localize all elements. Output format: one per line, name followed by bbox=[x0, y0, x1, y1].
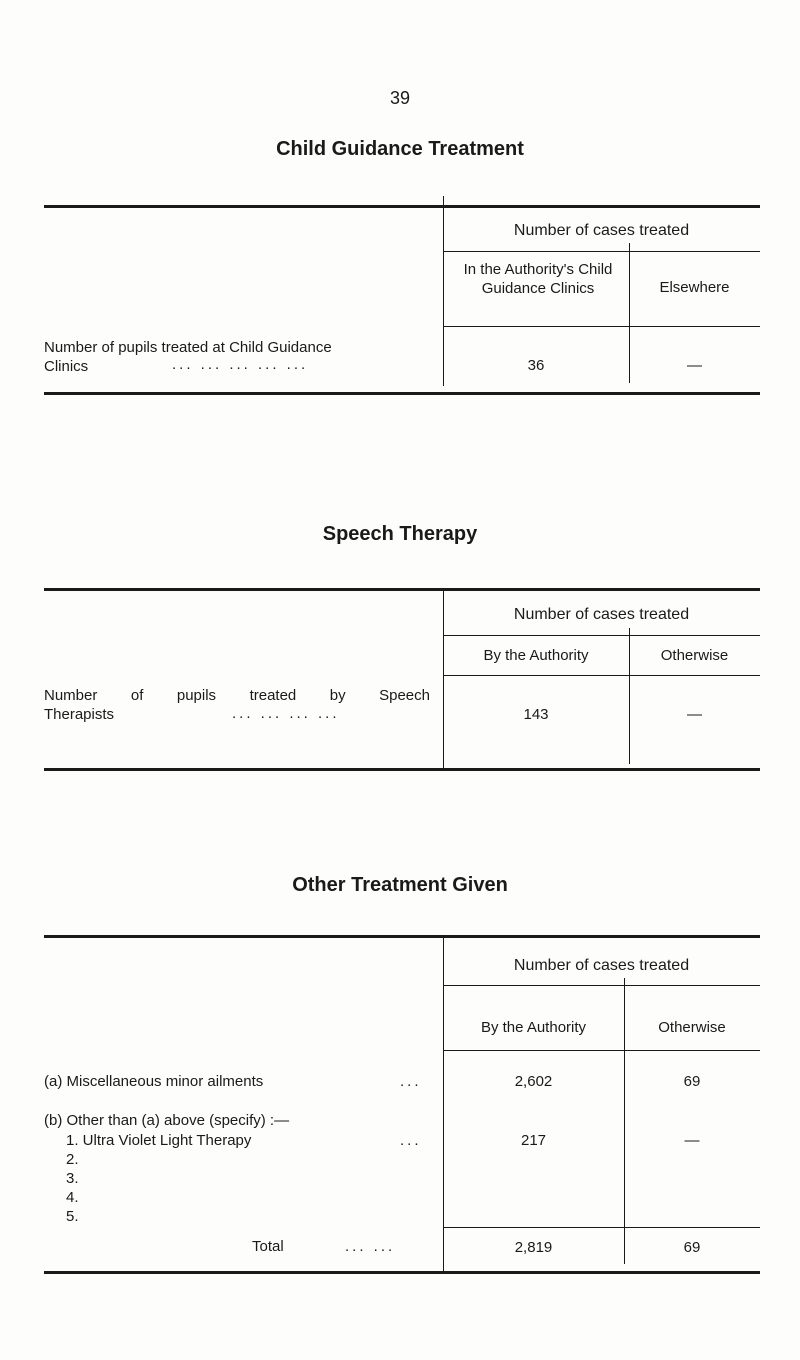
list-item: 5. bbox=[66, 1208, 79, 1225]
header-rule bbox=[443, 985, 760, 986]
cell-value: — bbox=[684, 1132, 700, 1149]
list-item: 3. bbox=[66, 1170, 79, 1187]
section-title-other-treatment: Other Treatment Given bbox=[292, 874, 508, 896]
leader-dots: ... ... bbox=[345, 1238, 396, 1255]
cell-value: 69 bbox=[683, 1073, 701, 1090]
section-title-child-guidance: Child Guidance Treatment bbox=[276, 138, 524, 160]
table-bottom-rule bbox=[44, 768, 760, 771]
col-header-authority-clinics: In the Authority's Child Guidance Clinics bbox=[463, 261, 613, 297]
table-top-rule bbox=[44, 935, 760, 938]
col-header-by-authority: By the Authority bbox=[483, 647, 589, 664]
table-top-rule bbox=[44, 588, 760, 591]
leader-dots: ... bbox=[400, 1073, 422, 1090]
page-number: 39 bbox=[389, 88, 411, 108]
row-label-misc-ailments: (a) Miscellaneous minor ailments bbox=[44, 1073, 264, 1090]
group-header: Number of cases treated bbox=[513, 957, 690, 974]
leader-dots: ... ... ... ... bbox=[232, 705, 340, 722]
header-rule bbox=[443, 1050, 760, 1051]
list-item: 4. bbox=[66, 1189, 79, 1206]
table-top-rule bbox=[44, 205, 760, 208]
total-value: 2,819 bbox=[514, 1239, 553, 1256]
row-label-other: (b) Other than (a) above (specify) :— bbox=[44, 1112, 290, 1129]
col-header-otherwise: Otherwise bbox=[660, 647, 729, 664]
cell-value: — bbox=[687, 357, 702, 374]
row-label: Number of pupils treated at Child Guidance bbox=[44, 339, 332, 356]
header-rule bbox=[443, 326, 760, 327]
cell-value: 36 bbox=[527, 357, 545, 374]
row-label: Number of pupils treated by Speech bbox=[44, 687, 430, 704]
total-value: 69 bbox=[683, 1239, 701, 1256]
total-label: Total bbox=[252, 1238, 284, 1255]
group-header: Number of cases treated bbox=[513, 222, 690, 239]
col-header-elsewhere: Elsewhere bbox=[659, 279, 730, 296]
table-bottom-rule bbox=[44, 1271, 760, 1274]
section-title-speech-therapy: Speech Therapy bbox=[322, 523, 478, 545]
list-item: 1. Ultra Violet Light Therapy bbox=[66, 1132, 252, 1149]
col-header-by-authority: By the Authority bbox=[480, 1019, 587, 1036]
cell-value: — bbox=[687, 706, 702, 723]
header-rule bbox=[443, 675, 760, 676]
leader-dots: ... bbox=[400, 1132, 422, 1149]
list-item: 2. bbox=[66, 1151, 79, 1168]
cell-value: 217 bbox=[520, 1132, 547, 1149]
column-divider bbox=[443, 937, 444, 1271]
leader-dots: ... ... ... ... ... bbox=[172, 356, 309, 373]
cell-value: 143 bbox=[523, 706, 549, 723]
row-label: Therapists bbox=[44, 706, 115, 723]
col-header-otherwise: Otherwise bbox=[658, 1019, 726, 1036]
header-rule bbox=[443, 251, 760, 252]
group-header: Number of cases treated bbox=[513, 606, 690, 623]
total-rule bbox=[443, 1227, 760, 1228]
cell-value: 2,602 bbox=[514, 1073, 553, 1090]
table-bottom-rule bbox=[44, 392, 760, 395]
header-rule bbox=[443, 635, 760, 636]
row-label: Clinics bbox=[44, 358, 89, 375]
